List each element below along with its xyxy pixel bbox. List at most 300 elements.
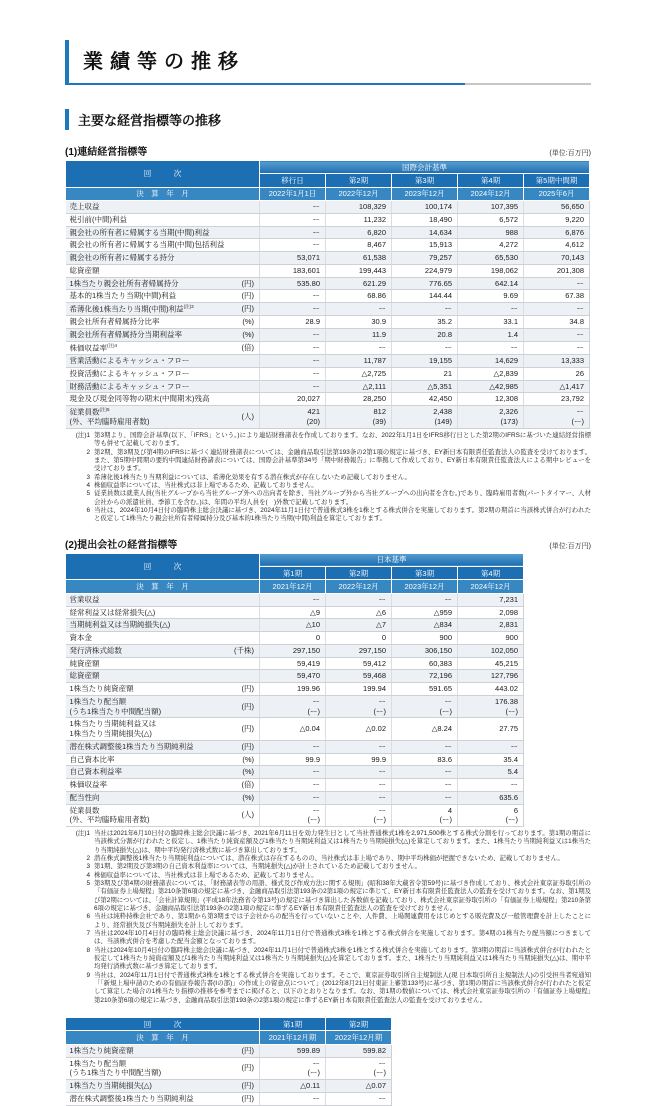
table-body (66, 1044, 392, 1105)
note-text: 従業員数は就業人員(当社グループから当社グループ外への出向者を除き、当社グループ外から当社グループへの出向者を含む。)であり、臨時雇用者数(パートタイマー、人材会社からの派遣社員、季節工を含む。)は、年間の平均人員を( )外数で記載しております。 (94, 490, 591, 506)
table2-caption-row (65, 536, 591, 551)
value-line: ー (312, 214, 320, 224)
row-label-wrap (70, 742, 255, 752)
row-label (70, 382, 190, 392)
value-line: 67.38 (565, 291, 584, 301)
period-header: 第3期 (392, 174, 458, 187)
row-label-line: 発行済株式総数 (69, 645, 122, 655)
row-label-line: 1株当たり当期純利益又は (69, 719, 157, 729)
note-item (65, 930, 591, 947)
value-line: △0.07 (365, 1081, 386, 1090)
row-label-line: 従業員数 (69, 805, 100, 815)
row-unit: (円) (241, 1063, 254, 1073)
value-line: ー (312, 227, 320, 237)
row-label-line: 自己資本比率 (69, 754, 115, 764)
table-row (66, 606, 524, 619)
table-row (66, 316, 590, 329)
value-cell (326, 804, 392, 827)
value-cell (392, 277, 458, 290)
table2-notes (65, 830, 591, 1005)
row-label-wrap (70, 684, 255, 694)
value-line: ー (312, 368, 320, 378)
value-cell (392, 593, 458, 606)
row-label-line: 1株当たり配当額 (69, 696, 127, 706)
row-label-wrap (70, 595, 255, 605)
row-label-cell (66, 632, 260, 645)
value-line: 199.96 (297, 684, 320, 694)
value-line: △6 (376, 607, 386, 617)
row-label (70, 253, 175, 263)
note-number: 9 (86, 971, 90, 979)
value-line: ー (312, 805, 320, 815)
table-header (66, 553, 524, 593)
row-unit: (円) (241, 304, 254, 314)
per-share-reference-table (65, 1017, 591, 1106)
row-label-line: 親会社所有者帰属持分当期利益率 (69, 330, 182, 340)
value-cell (326, 252, 392, 265)
value-cell (326, 619, 392, 632)
value-line: 68.86 (367, 291, 386, 301)
value-cell (458, 644, 524, 657)
value-line: 9.69 (503, 291, 518, 301)
row-label-cell (66, 303, 260, 316)
table-body (66, 593, 524, 826)
value-line: (ー) (373, 1068, 386, 1078)
value-line: ー (378, 780, 386, 790)
value-line: 6,876 (565, 227, 584, 237)
value-cell (260, 239, 326, 252)
value-line: ー (312, 780, 320, 790)
period-header: 第1期 (260, 1018, 326, 1031)
value-cell (458, 766, 524, 779)
header-row-standard (66, 553, 524, 566)
value-cell (392, 406, 458, 429)
value-line: 183,601 (292, 265, 320, 275)
value-line: ー (378, 792, 386, 802)
row-label-wrap (70, 1046, 255, 1056)
value-cell (458, 718, 524, 741)
note-number: 6 (86, 913, 90, 921)
row-unit: (円) (241, 1093, 254, 1103)
page-title: 業績等の推移 (65, 40, 591, 83)
value-line: 144.44 (429, 291, 452, 301)
row-label-wrap (70, 659, 255, 669)
note-number: 6 (86, 507, 90, 515)
value-cell (524, 290, 590, 303)
table-row (66, 252, 590, 265)
value-line: ー (510, 304, 518, 314)
row-label-cell (66, 804, 260, 827)
row-label-cell (66, 226, 260, 239)
row-unit: (円) (241, 1045, 254, 1055)
row-label-line: 経常利益又は経常損失(△) (69, 607, 156, 617)
row-label (70, 407, 150, 427)
row-label-line: 投資活動によるキャッシュ・フロー (69, 368, 190, 378)
row-label-line: 株価収益率 (69, 780, 107, 790)
corner-header: 回 次 (66, 1018, 260, 1031)
row-label (70, 1081, 152, 1091)
date-header: 2024年12月 (458, 187, 524, 200)
value-line: 297,150 (292, 645, 320, 655)
value-cell (326, 1080, 392, 1093)
row-unit: (円) (241, 1081, 254, 1090)
table-row (66, 753, 524, 766)
table1-caption: (1)連結経営指標等 (65, 147, 148, 158)
row-label-cell (66, 740, 260, 753)
row-unit: (円) (241, 291, 254, 301)
row-label-cell (66, 1092, 260, 1105)
value-cell (458, 632, 524, 645)
value-line: ー (312, 343, 320, 353)
fiscal-year-header: 決 算 年 月 (66, 580, 260, 593)
header-row-dates (66, 187, 590, 200)
table-row (66, 644, 524, 657)
value-cell (326, 657, 392, 670)
table-row (66, 367, 590, 380)
value-line: 21 (443, 368, 452, 378)
value-cell (326, 201, 392, 214)
value-line: ー (312, 240, 320, 250)
value-cell (326, 277, 392, 290)
row-label (70, 697, 162, 717)
row-label-wrap (70, 697, 255, 717)
row-label-wrap (70, 266, 255, 276)
table-header (66, 1018, 392, 1045)
value-cell (392, 632, 458, 645)
value-line: ー (312, 330, 320, 340)
row-label (70, 343, 118, 353)
note-text: 株価収益率については、当社株式は非上場であるため、記載しておりません。 (94, 482, 318, 490)
value-line: 4,612 (565, 240, 584, 250)
value-cell (458, 606, 524, 619)
value-cell (524, 355, 590, 368)
value-cell (260, 341, 326, 354)
value-cell (524, 406, 590, 429)
value-cell (392, 804, 458, 827)
value-cell (458, 593, 524, 606)
row-label-wrap (70, 633, 255, 643)
row-unit: (倍) (241, 780, 254, 790)
value-cell (326, 718, 392, 741)
header-row-periods (66, 1018, 392, 1031)
value-line: ー (444, 792, 452, 802)
table-row (66, 695, 524, 718)
value-cell (260, 264, 326, 277)
note-text: 第3期より、国際会計基準(以下、「IFRS」という。)により連結財務諸表を作成しております。なお、2022年1月1日をIFRS移行日とした第2期のIFRSに基づいた連結経営指標等も併せて記載しております。 (94, 432, 591, 448)
section-heading: 主要な経営指標等の推移 (65, 109, 591, 130)
note-number: 2 (86, 855, 90, 863)
value-cell (326, 264, 392, 277)
value-line: ー (378, 767, 386, 777)
row-label-line: 1株当たり純資産額 (69, 684, 134, 694)
table-row (66, 329, 590, 342)
value-line: 45,215 (495, 658, 518, 668)
row-label-line: 総資産額 (69, 671, 100, 681)
value-line: 900 (439, 633, 452, 643)
value-cell (260, 1092, 326, 1105)
value-line: ー (576, 407, 584, 417)
row-label-wrap (70, 291, 255, 301)
row-unit: (%) (242, 767, 254, 777)
value-line: ー (378, 1058, 386, 1068)
row-label (70, 291, 177, 301)
note-item (65, 474, 591, 482)
row-unit: (円) (241, 724, 254, 734)
value-cell (392, 619, 458, 632)
value-cell (392, 766, 458, 779)
period-header: 第3期 (392, 567, 458, 580)
value-cell (392, 341, 458, 354)
value-line: 28,250 (363, 394, 386, 404)
value-line: ー (312, 696, 320, 706)
value-line: 635.6 (499, 792, 518, 802)
table-row (66, 657, 524, 670)
table-row (66, 277, 590, 290)
value-line: 59,468 (363, 671, 386, 681)
value-line: 6 (513, 805, 518, 815)
row-label (70, 240, 225, 250)
value-line: 18,490 (429, 214, 452, 224)
value-line: ー (444, 696, 452, 706)
value-cell (260, 406, 326, 429)
period-header: 第4期 (458, 174, 524, 187)
value-line: 443.02 (495, 684, 518, 694)
value-line: (ー) (439, 706, 452, 716)
row-label-cell (66, 593, 260, 606)
row-label-wrap (70, 407, 255, 427)
value-line: 900 (505, 633, 518, 643)
note-number: 4 (86, 871, 90, 879)
value-cell (326, 791, 392, 804)
table2-caption: (2)提出会社の経営指標等 (65, 539, 178, 551)
date-header: 2023年12月 (392, 187, 458, 200)
note-item (65, 830, 591, 855)
value-cell (326, 367, 392, 380)
value-line: ー (444, 780, 452, 790)
value-line: △959 (433, 607, 452, 617)
value-cell (326, 316, 392, 329)
table-row (66, 341, 590, 354)
row-label-wrap (70, 1059, 255, 1079)
table-row (66, 239, 590, 252)
value-line: ー (312, 202, 320, 212)
row-label (70, 671, 100, 681)
value-line: 83.6 (437, 754, 452, 764)
row-label-line: 税引前(中間)利益 (69, 214, 127, 224)
value-cell (392, 316, 458, 329)
row-label-line: 基本的1株当たり当期(中間)利益 (69, 291, 177, 301)
value-line: △8.24 (431, 724, 452, 734)
row-label-wrap (70, 215, 255, 225)
row-label-wrap (70, 228, 255, 238)
note-number: 2 (86, 448, 90, 456)
value-line: 11,232 (363, 214, 386, 224)
header-row-standard (66, 161, 590, 174)
value-line: 99.9 (371, 754, 386, 764)
value-line: ー (312, 741, 320, 751)
table1-unit-label: (単位:百万円) (549, 150, 591, 157)
value-line: 79,257 (429, 253, 452, 263)
value-cell (392, 201, 458, 214)
value-line: 26 (575, 368, 584, 378)
value-cell (326, 329, 392, 342)
row-label-cell (66, 657, 260, 670)
value-cell (326, 341, 392, 354)
value-line: ー (444, 767, 452, 777)
value-cell (260, 252, 326, 265)
row-unit: (%) (242, 330, 254, 340)
value-line: 176.38 (495, 696, 518, 706)
row-label (70, 659, 100, 669)
row-label-line: 財務活動によるキャッシュ・フロー (69, 381, 190, 391)
value-line: ー (378, 343, 386, 353)
note-item (65, 972, 591, 1005)
row-label-cell (66, 695, 260, 718)
value-line: 2,326 (499, 407, 518, 417)
table-row (66, 1044, 392, 1057)
value-cell (260, 593, 326, 606)
row-label-cell (66, 644, 260, 657)
row-label-wrap (70, 719, 255, 739)
row-label-cell (66, 316, 260, 329)
row-label-line: 1株当たり配当額 (69, 1058, 127, 1068)
value-line: ー (312, 381, 320, 391)
value-cell (260, 753, 326, 766)
value-line: (ー) (307, 1068, 320, 1078)
row-label (70, 394, 210, 404)
value-cell (260, 670, 326, 683)
value-line: 20.8 (437, 330, 452, 340)
note-item (65, 913, 591, 930)
value-line: (ー) (373, 706, 386, 716)
note-number: 7 (86, 930, 90, 938)
value-cell (458, 393, 524, 406)
note-text: 第3期及び第4期の財務諸表については、「財務諸表等の用語、様式及び作成方法に関する規則」(昭和38年大蔵省令第59号)に基づき作成しており、株式会社東京証券取引所の「有価証券上場規程」第210条第6項の規定に基づき、金融商品取引法第193条の2第1項の規定に準じて、EY新日本有限責任監査法人の監査を受けております。なお、第1期及び第2期については、「会社計算規則」(平成18年法務省令第13号)の規定に基づき算出した各数値を記載しており、株式会社東京証券取引所の「有価証券上場規程」第210条第6項の規定に基づき、金融商品取引法第193条の2第1項の規定に準ずるEY新日本有限責任監査法人の監査を受けておりません。 (94, 880, 591, 913)
value-line: 127,796 (490, 671, 518, 681)
value-cell (524, 303, 590, 316)
row-label-wrap (70, 671, 255, 681)
row-label-cell (66, 670, 260, 683)
row-label-wrap (70, 767, 255, 777)
value-cell (260, 316, 326, 329)
value-cell (260, 632, 326, 645)
value-cell (326, 226, 392, 239)
row-label-cell (66, 380, 260, 393)
title-underline (65, 83, 591, 85)
table-body (66, 201, 590, 429)
value-line: ー (444, 343, 452, 353)
row-label-wrap (70, 202, 255, 212)
row-label-line: 親会社の所有者に帰属する持分 (69, 253, 175, 263)
value-line: (20) (306, 417, 320, 427)
value-cell (326, 290, 392, 303)
row-label-line: 親会社所有者帰属持分比率 (69, 317, 160, 327)
value-line: △0.02 (365, 724, 386, 734)
row-label-cell (66, 406, 260, 429)
value-cell (458, 213, 524, 226)
value-line: ー (312, 594, 320, 604)
row-label (70, 595, 100, 605)
table-row (66, 779, 524, 792)
financial-table (65, 553, 524, 827)
table-row (66, 632, 524, 645)
value-cell (260, 644, 326, 657)
value-line: 11.9 (371, 330, 386, 340)
row-label-cell (66, 791, 260, 804)
row-label (70, 793, 100, 803)
value-line: △1,417 (559, 381, 584, 391)
value-line: 7,231 (499, 594, 518, 604)
value-cell (458, 380, 524, 393)
value-line: 14,634 (429, 227, 452, 237)
value-line: 59,470 (297, 671, 320, 681)
note-number: 5 (86, 490, 90, 498)
value-cell (326, 670, 392, 683)
value-line: 6,820 (367, 227, 386, 237)
note-text: 当社は、2024年10月4日付の臨時株主総会決議に基づき、2024年11月1日付で普通株式3株を1株とする株式併合を実施しております。第2期の期首に当該株式併合が行われたと仮定して1株当たり親会社所有者帰属持分及び基本的1株当たり当期(中間)利益を算定しております。 (94, 507, 591, 523)
value-cell (524, 380, 590, 393)
row-label-cell (66, 606, 260, 619)
value-line: △834 (433, 620, 452, 630)
row-label (70, 755, 115, 765)
row-label-wrap (70, 620, 255, 630)
value-line: 15,913 (429, 240, 452, 250)
value-line: ー (312, 304, 320, 314)
value-line: 20,027 (297, 394, 320, 404)
value-cell (392, 683, 458, 696)
row-label (70, 684, 134, 694)
value-line: (ー) (307, 706, 320, 716)
value-line: ー (378, 805, 386, 815)
row-label-wrap (70, 806, 255, 826)
value-line: 9,220 (565, 214, 584, 224)
corner-header: 回 次 (66, 553, 260, 580)
value-cell (260, 201, 326, 214)
row-label-cell (66, 1080, 260, 1093)
note-item (65, 863, 591, 871)
value-cell (260, 695, 326, 718)
value-line: (173) (500, 417, 518, 427)
table-row (66, 406, 590, 429)
value-line: △2,725 (361, 368, 386, 378)
table-row (66, 1057, 392, 1080)
value-line: 776.65 (429, 278, 452, 288)
table-row (66, 593, 524, 606)
row-label-cell (66, 201, 260, 214)
value-line: 199.94 (363, 684, 386, 694)
value-line: 1.4 (507, 330, 518, 340)
value-cell (260, 791, 326, 804)
value-cell (524, 252, 590, 265)
value-cell (392, 380, 458, 393)
value-cell (392, 226, 458, 239)
value-cell (392, 606, 458, 619)
value-line: ー (312, 792, 320, 802)
value-cell (260, 1057, 326, 1080)
row-label (70, 608, 156, 618)
note-item (65, 507, 591, 524)
note-number: 3 (86, 863, 90, 871)
value-cell (458, 252, 524, 265)
value-cell (392, 303, 458, 316)
date-header: 2023年12月 (392, 580, 458, 593)
value-line: △7 (376, 620, 386, 630)
value-line: 0 (315, 633, 320, 643)
period-header: 第5期中間期 (524, 174, 590, 187)
table-row (66, 718, 524, 741)
value-cell (458, 753, 524, 766)
value-line: △9 (310, 607, 320, 617)
